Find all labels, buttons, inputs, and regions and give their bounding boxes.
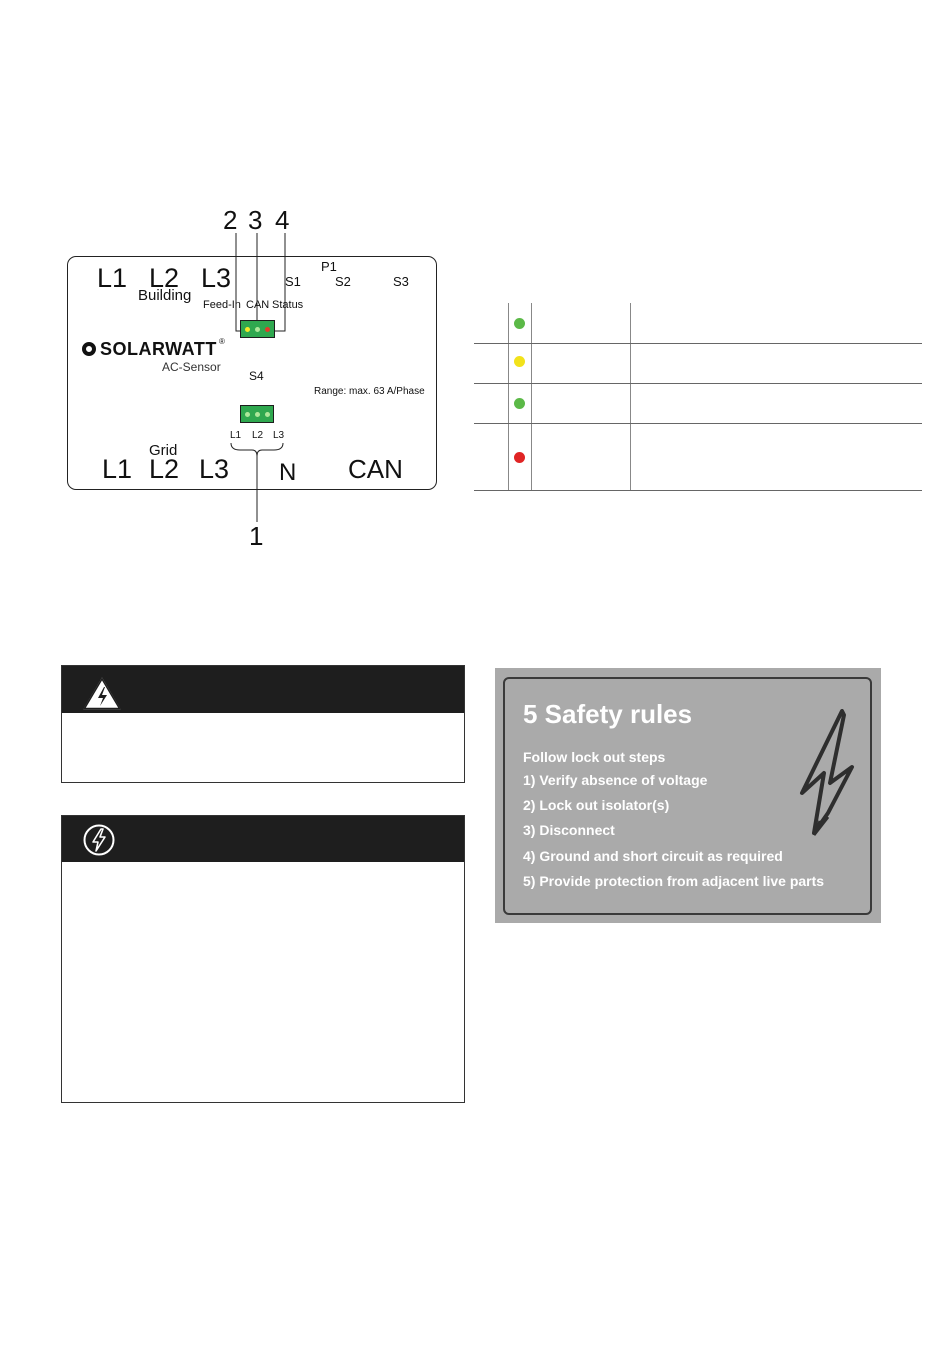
grid-l1: L1 (102, 454, 133, 484)
feed-in-led (245, 327, 250, 332)
grid-l2: L2 (149, 454, 180, 484)
callout-3: 3 (248, 205, 263, 235)
status-led-label: Status (272, 299, 304, 311)
callout-4: 4 (275, 205, 290, 235)
status-dot-yellow (514, 356, 525, 367)
safety-rules-frame (503, 677, 872, 915)
status-dot-green (514, 318, 525, 329)
safety-rules-intro: Follow lock out steps (523, 749, 666, 765)
building-l2: L2 (149, 263, 180, 293)
p1-label: P1 (321, 259, 337, 274)
safety-rule-step: 4) Ground and short circuit as required (523, 848, 783, 864)
safety-rule-step: 2) Lock out isolator(s) (523, 797, 670, 813)
phase-l1-led (245, 412, 250, 417)
brand-name: SOLARWATT (100, 339, 217, 359)
warning-header (62, 666, 464, 713)
status-led-block (240, 320, 275, 338)
callout-2: 2 (223, 205, 238, 235)
safety-rules-panel (495, 668, 881, 923)
table-row-divider (474, 383, 922, 384)
grid-label: Grid (149, 442, 178, 459)
safety-rule-step: 5) Provide protection from adjacent live parts (523, 873, 825, 889)
lightning-bolt-icon (790, 709, 860, 839)
s2-label: S2 (335, 274, 351, 289)
electric-warning-box (61, 815, 465, 1103)
building-l3: L3 (201, 263, 232, 293)
table-row-divider (474, 423, 922, 424)
table-row-divider (474, 343, 922, 344)
can-led-label: CAN (246, 299, 270, 311)
phase-l1-label: L1 (230, 430, 242, 441)
s1-label: S1 (285, 274, 301, 289)
can-terminal-label: CAN (348, 454, 403, 484)
phase-l2-label: L2 (252, 430, 264, 441)
warning-header (62, 816, 464, 862)
danger-warning-box (61, 665, 465, 783)
table-row-divider (474, 490, 922, 491)
high-voltage-triangle-icon (80, 674, 124, 712)
safety-rule-step: 1) Verify absence of voltage (523, 772, 708, 788)
status-dot-green (514, 398, 525, 409)
phase-l3-label: L3 (273, 430, 285, 441)
building-l1: L1 (97, 263, 128, 293)
building-label: Building (138, 287, 192, 304)
status-led (265, 327, 270, 332)
s3-label: S3 (393, 274, 409, 289)
can-led (255, 327, 260, 332)
s4-label: S4 (249, 369, 264, 383)
lightning-circle-icon (82, 823, 116, 857)
safety-rule-step: 3) Disconnect (523, 822, 615, 838)
range-label: Range: max. 63 A/Phase (314, 386, 425, 397)
callout-1: 1 (249, 521, 264, 551)
brand-reg: ® (219, 337, 225, 346)
neutral-label: N (279, 459, 297, 486)
phase-l3-led (265, 412, 270, 417)
product-name: AC-Sensor (162, 360, 221, 374)
table-divider (531, 303, 532, 490)
safety-rules-title: 5 Safety rules (523, 699, 693, 729)
phase-l2-led (255, 412, 260, 417)
phase-led-block (240, 405, 274, 423)
status-dot-red (514, 452, 525, 463)
sensor-panel (67, 256, 437, 490)
table-divider (630, 303, 631, 490)
table-divider (508, 303, 509, 490)
solarwatt-logo-icon (82, 342, 96, 356)
grid-l3: L3 (199, 454, 230, 484)
feed-in-label: Feed-In (203, 299, 241, 311)
